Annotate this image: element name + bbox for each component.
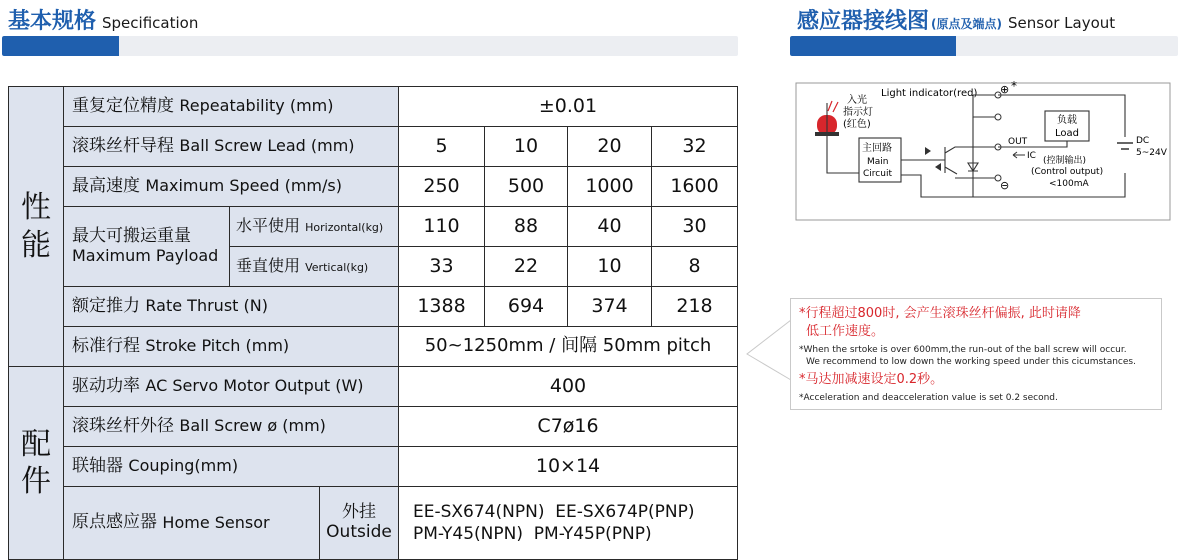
control-zh-label: (控制输出) — [1043, 156, 1087, 166]
ic-label: IC — [1027, 151, 1036, 161]
label-repeatability: 重复定位精度 Repeatability (mm) — [64, 87, 399, 127]
value-thrust: 218 — [652, 287, 738, 327]
value-payload-horizontal: 30 — [652, 207, 738, 247]
value-repeatability: ±0.01 — [399, 87, 738, 127]
table-row — [9, 207, 738, 247]
label-thrust: 额定推力 Rate Thrust (N) — [64, 287, 399, 327]
label-coupling: 联轴器 Couping(mm) — [64, 447, 399, 487]
load-zh: 负载 — [1057, 115, 1077, 126]
label-payload-horizontal: 水平使用 Horizontal(kg) — [230, 207, 399, 247]
control-en-label: (Control output) — [1031, 167, 1104, 177]
value-coupling: 10×14 — [399, 447, 738, 487]
note-callout-pointer — [745, 298, 795, 410]
value-lead: 5 — [399, 127, 485, 167]
spec-heading-zh: 基本规格 — [8, 9, 97, 34]
sensor-heading-bar — [790, 36, 1178, 56]
label-screw-dia: 滚珠丝杆外径 Ball Screw ø (mm) — [64, 407, 399, 447]
home-sensor-models-line2: PM-Y45(NPN) PM-Y45P(PNP) — [413, 524, 652, 544]
side-label-parts: 配件 — [9, 367, 64, 560]
value-payload-horizontal: 88 — [485, 207, 568, 247]
spec-table — [8, 86, 738, 560]
minus-terminal-icon: ⊖ — [1000, 179, 1010, 192]
table-row — [9, 127, 738, 167]
current-label: <100mA — [1049, 179, 1089, 189]
value-speed: 250 — [399, 167, 485, 207]
out-label: OUT — [1008, 137, 1028, 147]
label-stroke: 标准行程 Stroke Pitch (mm) — [64, 327, 399, 367]
spec-heading-bar — [2, 36, 738, 56]
note-red-1b: 低工作速度。 — [806, 324, 885, 339]
table-row — [9, 87, 738, 127]
sensor-wiring-diagram — [795, 77, 1175, 222]
note-en-1a: *When the srtoke is over 600mm,the run-out of the ball screw will occur. — [799, 345, 1127, 355]
table-row — [9, 487, 738, 560]
dc-label: DC — [1136, 136, 1150, 146]
value-motor: 400 — [399, 367, 738, 407]
home-sensor-models-line1: EE-SX674(NPN) EE-SX674P(PNP) — [413, 501, 695, 522]
table-row — [9, 327, 738, 367]
table-row — [9, 407, 738, 447]
value-payload-vertical: 33 — [399, 247, 485, 287]
value-thrust: 694 — [485, 287, 568, 327]
note-box — [790, 298, 1162, 410]
load-en: Load — [1055, 128, 1079, 139]
main-circuit-en-2: Circuit — [863, 169, 892, 179]
value-speed: 1000 — [568, 167, 652, 207]
value-lead: 32 — [652, 127, 738, 167]
value-payload-vertical: 10 — [568, 247, 652, 287]
main-circuit-zh: 主回路 — [862, 143, 892, 154]
value-thrust: 1388 — [399, 287, 485, 327]
value-screw-dia: C7ø16 — [399, 407, 738, 447]
label-lead: 滚珠丝杆导程 Ball Screw Lead (mm) — [64, 127, 399, 167]
value-lead: 10 — [485, 127, 568, 167]
label-payload: 最大可搬运重量 Maximum Payload — [64, 207, 230, 287]
indicator-label-2: 指示灯 — [843, 107, 873, 118]
value-speed: 500 — [485, 167, 568, 207]
label-motor: 驱动功率 AC Servo Motor Output (W) — [64, 367, 399, 407]
label-home-sensor-mount: 外挂 Outside — [326, 502, 392, 542]
indicator-label-3: (红色) — [843, 119, 871, 130]
value-payload-horizontal: 40 — [568, 207, 652, 247]
voltage-label: 5~24V — [1136, 148, 1167, 158]
star-mark: * — [1011, 79, 1017, 93]
value-thrust: 374 — [568, 287, 652, 327]
value-lead: 20 — [568, 127, 652, 167]
main-circuit-en-1: Main — [867, 157, 889, 167]
plus-terminal-icon: ⊕ — [1000, 83, 1010, 96]
value-stroke: 50~1250mm / 间隔 50mm pitch — [399, 327, 738, 367]
value-payload-vertical: 22 — [485, 247, 568, 287]
spec-heading-en: Specification — [102, 14, 199, 32]
value-payload-horizontal: 110 — [399, 207, 485, 247]
label-speed: 最高速度 Maximum Speed (mm/s) — [64, 167, 399, 207]
label-home-sensor: 原点感应器 Home Sensor — [64, 487, 320, 559]
table-row — [9, 447, 738, 487]
note-en-1b: We recommend to low down the working speed under this cicumstances. — [806, 357, 1136, 367]
label-home-sensor-cell — [64, 487, 399, 560]
sensor-heading-sub: (原点及端点) — [931, 17, 1002, 31]
table-row — [9, 167, 738, 207]
label-payload-vertical: 垂直使用 Vertical(kg) — [230, 247, 399, 287]
wiring-svg — [795, 77, 1175, 222]
value-payload-vertical: 8 — [652, 247, 738, 287]
sensor-heading — [797, 4, 1115, 35]
value-home-sensor — [399, 487, 738, 560]
table-row — [9, 287, 738, 327]
side-label-performance: 性能 — [9, 87, 64, 367]
value-speed: 1600 — [652, 167, 738, 207]
spec-heading — [8, 4, 198, 35]
note-red-1a: *行程超过800时, 会产生滚珠丝杆偏振, 此时请降 — [799, 306, 1081, 321]
note-red-2: *马达加减速设定0.2秒。 — [799, 372, 944, 387]
sensor-heading-en: Sensor Layout — [1008, 14, 1116, 32]
light-indicator-label: Light indicator(red) — [881, 88, 978, 99]
indicator-label-1: 入光 — [847, 95, 867, 106]
sensor-heading-zh: 感应器接线图 — [797, 9, 930, 34]
table-row — [9, 367, 738, 407]
note-en-2: *Acceleration and deacceleration value is set 0.2 second. — [799, 393, 1058, 403]
